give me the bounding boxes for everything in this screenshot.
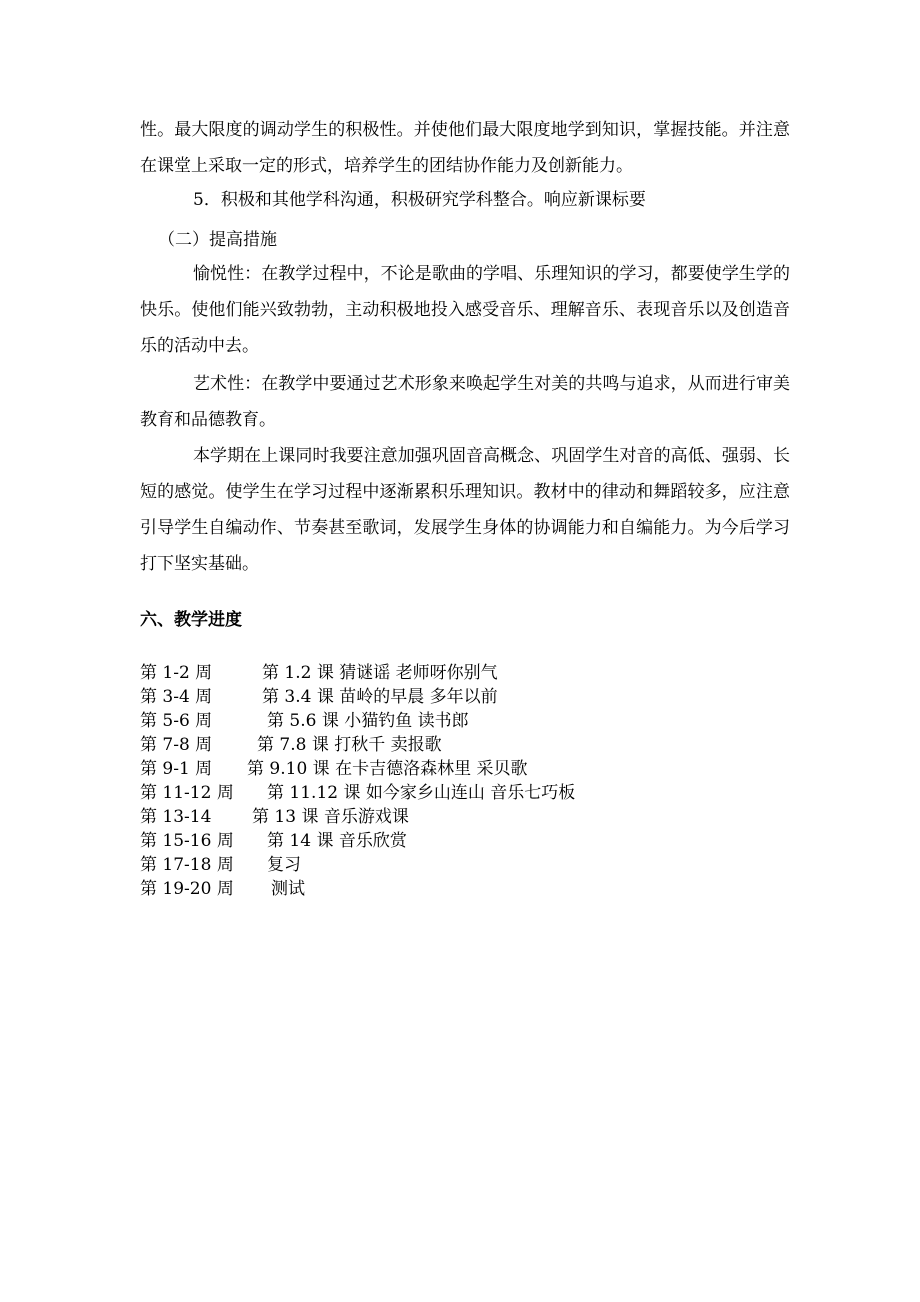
schedule-lesson: 第 11.12 课 如今家乡山连山 音乐七巧板	[267, 783, 576, 803]
schedule-week: 第 5-6 周	[140, 711, 213, 731]
schedule-lesson: 第 1.2 课 猜谜谣 老师呀你别气	[262, 663, 498, 683]
schedule-row	[140, 829, 740, 853]
schedule-lesson: 第 9.10 课 在卡吉德洛森林里 采贝歌	[247, 759, 528, 779]
sub-heading-measures: （二）提高措施	[158, 230, 277, 250]
schedule-week: 第 1-2 周	[140, 663, 213, 683]
schedule-lesson: 测试	[271, 879, 305, 899]
section-heading-schedule: 六、教学进度	[140, 610, 242, 630]
schedule-week: 第 15-16 周	[140, 831, 234, 851]
schedule-row	[140, 781, 740, 805]
schedule-week: 第 11-12 周	[140, 783, 234, 803]
schedule-week: 第 19-20 周	[140, 879, 234, 899]
schedule-row	[140, 685, 740, 709]
paragraph-pleasure: 愉悦性：在教学过程中，不论是歌曲的学唱、乐理知识的学习，都要使学生学的快乐。使他们能兴致勃勃，主动积极地投入感受音乐、理解音乐、表现音乐以及创造音乐的活动中去。	[140, 264, 790, 356]
schedule-row	[140, 661, 740, 685]
paragraph-item-5: 5．积极和其他学科沟通，积极研究学科整合。响应新课标要	[193, 190, 646, 210]
schedule-row	[140, 709, 740, 733]
schedule-lesson: 复习	[267, 855, 301, 875]
schedule-row	[140, 805, 740, 829]
schedule-lesson: 第 7.8 课 打秋千 卖报歌	[257, 735, 442, 755]
paragraph-continuation: 性。最大限度的调动学生的积极性。并使他们最大限度地学到知识，掌握技能。并注意在课堂上采取一定的形式，培养学生的团结协作能力及创新能力。	[140, 120, 790, 176]
schedule-week: 第 7-8 周	[140, 735, 213, 755]
schedule-row	[140, 853, 740, 877]
schedule-week: 第 13-14	[140, 807, 212, 827]
schedule-lesson: 第 14 课 音乐欣赏	[267, 831, 407, 851]
schedule-row	[140, 877, 740, 901]
schedule-week: 第 9-1 周	[140, 759, 213, 779]
schedule-week: 第 17-18 周	[140, 855, 234, 875]
paragraph-semester-plan: 本学期在上课同时我要注意加强巩固音高概念、巩固学生对音的高低、强弱、长短的感觉。使学生在学习过程中逐渐累积乐理知识。教材中的律动和舞蹈较多，应注意引导学生自编动作、节奏甚至歌词，发展学生身体的协调能力和自编能力。为今后学习打下坚实基础。	[140, 446, 790, 574]
schedule-row	[140, 733, 740, 757]
paragraph-artistry: 艺术性：在教学中要通过艺术形象来唤起学生对美的共鸣与追求，从而进行审美教育和品德教育。	[140, 374, 790, 430]
schedule-lesson: 第 3.4 课 苗岭的早晨 多年以前	[262, 687, 498, 707]
schedule-lesson: 第 5.6 课 小猫钓鱼 读书郎	[267, 711, 469, 731]
schedule-week: 第 3-4 周	[140, 687, 213, 707]
schedule-row	[140, 757, 740, 781]
schedule-lesson: 第 13 课 音乐游戏课	[252, 807, 409, 827]
